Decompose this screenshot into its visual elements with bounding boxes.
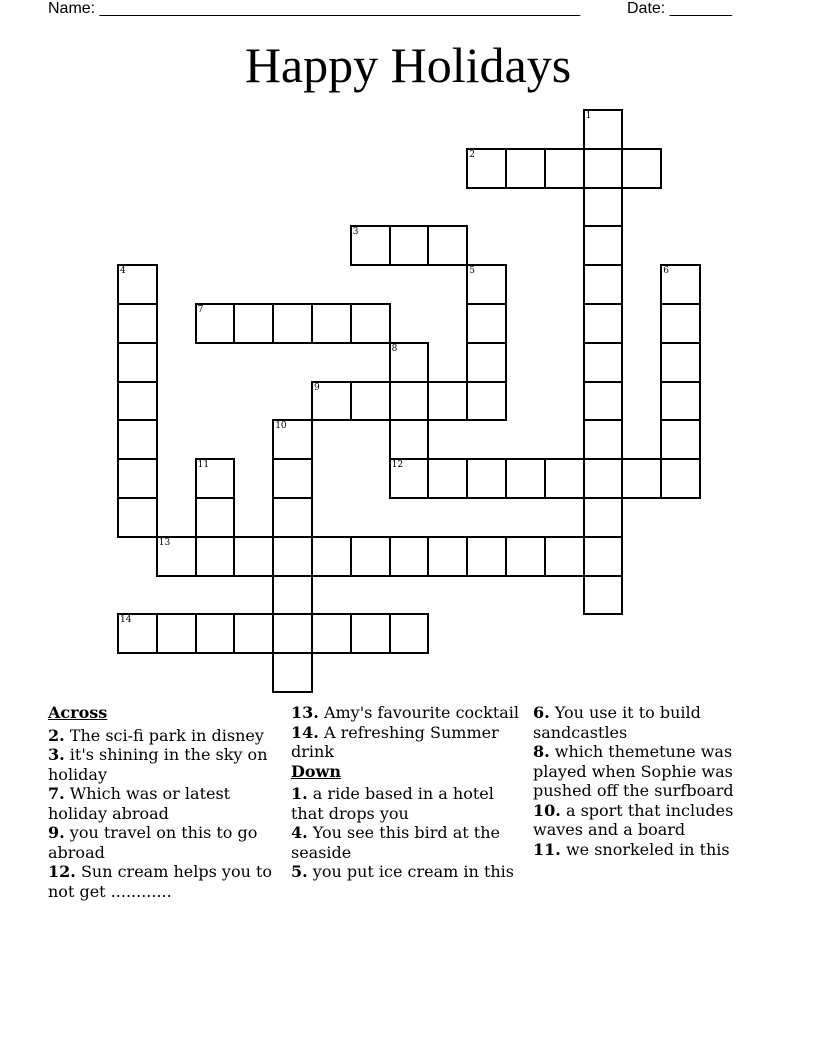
clue-number: 5. [291, 862, 308, 881]
crossword-cell[interactable] [117, 497, 158, 538]
crossword-cell[interactable] [272, 652, 313, 693]
crossword-cell[interactable] [466, 148, 507, 189]
crossword-cell[interactable] [117, 303, 158, 344]
clue-across-3 [48, 745, 280, 784]
crossword-cell[interactable] [272, 303, 313, 344]
crossword-cell[interactable] [272, 575, 313, 616]
crossword-cell[interactable] [544, 148, 585, 189]
clue-down-4 [291, 823, 523, 862]
clue-text: it's shining in the sky on holiday [48, 745, 268, 784]
crossword-cell[interactable] [583, 536, 624, 577]
crossword-cell[interactable] [466, 536, 507, 577]
crossword-cell[interactable] [117, 613, 158, 654]
clue-down-5 [291, 862, 523, 882]
crossword-cell[interactable] [660, 303, 701, 344]
crossword-cell[interactable] [389, 342, 430, 383]
crossword-cell[interactable] [350, 225, 391, 266]
crossword-cell[interactable] [583, 264, 624, 305]
crossword-cell[interactable] [311, 381, 352, 422]
across-heading: Across [48, 703, 108, 722]
clue-text: The sci-fi park in disney [69, 725, 264, 745]
clue-number: 7. [48, 784, 65, 803]
clue-text: we snorkeled in this [565, 839, 730, 859]
cell-number: 7 [197, 305, 204, 315]
clue-text: A refreshing Summer drink [291, 722, 499, 761]
clue-number: 9. [48, 823, 65, 842]
crossword-cell[interactable] [350, 613, 391, 654]
clue-number: 13. [291, 703, 319, 722]
clue-number: 14. [291, 722, 319, 742]
crossword-cell[interactable] [544, 536, 585, 577]
crossword-cell[interactable] [505, 536, 546, 577]
cell-number: 4 [120, 266, 126, 277]
crossword-cell[interactable] [544, 458, 585, 499]
cell-number: 12 [391, 460, 404, 471]
crossword-cell[interactable] [156, 613, 197, 654]
crossword-cell[interactable] [427, 458, 468, 499]
crossword-cell[interactable] [272, 419, 313, 460]
clue-number: 11. [533, 839, 561, 859]
crossword-cell[interactable] [583, 225, 624, 266]
crossword-cell[interactable] [583, 109, 624, 150]
clue-number: 10. [533, 800, 561, 820]
crossword-cell[interactable] [311, 536, 352, 577]
crossword-cell[interactable] [389, 381, 430, 422]
crossword-cell[interactable] [272, 613, 313, 654]
crossword-cell[interactable] [583, 497, 624, 538]
clue-down-10 [533, 801, 765, 840]
crossword-cell[interactable] [660, 458, 701, 499]
crossword-cell[interactable] [272, 536, 313, 577]
clue-number: 2. [48, 725, 65, 745]
clue-text: You use it to build sandcastles [533, 703, 701, 742]
clue-across-9 [48, 823, 280, 862]
crossword-cell[interactable] [195, 536, 236, 577]
crossword-cell[interactable] [389, 225, 430, 266]
cell-number: 5 [469, 266, 475, 277]
clue-number: 3. [48, 745, 65, 764]
cell-number: 9 [314, 382, 320, 393]
clues-column-3 [533, 703, 765, 859]
crossword-cell[interactable] [427, 381, 468, 422]
crossword-cell[interactable] [660, 342, 701, 383]
crossword-cell[interactable] [583, 342, 624, 383]
crossword-cell[interactable] [621, 148, 662, 189]
clue-text: you travel on this to go abroad [48, 823, 258, 862]
clue-number: 12. [48, 862, 76, 881]
crossword-cell[interactable] [117, 381, 158, 422]
crossword-cell[interactable] [466, 264, 507, 305]
clue-text: a ride based in a hotel that drops you [291, 784, 494, 823]
clue-down-6 [533, 703, 765, 742]
crossword-cell[interactable] [389, 613, 430, 654]
crossword-cell[interactable] [583, 458, 624, 499]
crossword-cell[interactable] [117, 342, 158, 383]
crossword-cell[interactable] [505, 458, 546, 499]
crossword-cell[interactable] [583, 303, 624, 344]
cell-number: 8 [391, 343, 398, 354]
clue-across-12 [48, 862, 280, 901]
clue-text: which themetune was played when Sophie was pushed off the surfboard [533, 742, 734, 800]
cell-number: 11 [197, 460, 210, 471]
crossword-cell[interactable] [660, 381, 701, 422]
crossword-cell[interactable] [466, 303, 507, 344]
clue-down-1 [291, 784, 523, 823]
page-title: Happy Holidays [244, 37, 572, 93]
clue-down-8 [533, 742, 765, 801]
clues-column-2 [291, 703, 523, 882]
crossword-cell[interactable] [621, 458, 662, 499]
clue-across-13 [291, 703, 523, 723]
crossword-cell[interactable] [583, 381, 624, 422]
cell-number: 10 [275, 421, 287, 432]
clue-text: you put ice cream in this [312, 862, 514, 881]
crossword-cell[interactable] [156, 536, 197, 577]
crossword-cell[interactable] [583, 575, 624, 616]
clue-text: Amy's favourite cocktail [323, 703, 520, 722]
clue-across-2 [48, 726, 280, 746]
cell-number: 13 [158, 537, 171, 548]
clue-text: Sun cream helps you to not get ............ [48, 862, 273, 901]
crossword-cell[interactable] [583, 419, 624, 460]
clue-across-14 [291, 723, 523, 762]
crossword-cell[interactable] [195, 303, 236, 344]
crossword-cell[interactable] [350, 536, 391, 577]
crossword-cell[interactable] [233, 613, 274, 654]
cell-number: 6 [663, 266, 669, 277]
crossword-cell[interactable] [350, 303, 391, 344]
crossword-cell[interactable] [272, 458, 313, 499]
clue-number: 8. [533, 742, 550, 761]
crossword-cell[interactable] [583, 148, 624, 189]
crossword-cell[interactable] [117, 264, 158, 305]
cell-number: 2 [469, 149, 475, 160]
clue-text: a sport that includes waves and a board [533, 800, 734, 839]
crossword-cell[interactable] [466, 381, 507, 422]
crossword-cell[interactable] [427, 536, 468, 577]
cell-number: 1 [585, 111, 592, 121]
clue-across-7 [48, 784, 280, 823]
crossword-cell[interactable] [583, 187, 624, 228]
down-heading: Down [291, 761, 341, 781]
clue-number: 4. [291, 823, 308, 842]
crossword-cell[interactable] [466, 458, 507, 499]
crossword-cell[interactable] [660, 419, 701, 460]
cell-number: 14 [120, 615, 132, 626]
crossword-cell[interactable] [195, 458, 236, 499]
crossword-cell[interactable] [311, 613, 352, 654]
crossword-cell[interactable] [233, 303, 274, 344]
crossword-cell[interactable] [389, 536, 430, 577]
crossword-cell[interactable] [466, 342, 507, 383]
crossword-cell[interactable] [117, 419, 158, 460]
cell-number: 3 [352, 227, 359, 238]
clue-number: 1. [291, 784, 308, 803]
crossword-cell[interactable] [389, 419, 430, 460]
name-field[interactable]: Name: ______________________________________________________ [48, 0, 581, 17]
clue-text: Which was or latest holiday abroad [48, 784, 231, 823]
clue-number: 6. [533, 703, 550, 722]
clue-text: You see this bird at the seaside [291, 823, 500, 862]
crossword-cell[interactable] [311, 303, 352, 344]
crossword-cell[interactable] [389, 458, 430, 499]
clues-column-1 [48, 703, 280, 901]
date-field[interactable]: Date: _______ [627, 0, 732, 17]
crossword-cell[interactable] [427, 225, 468, 266]
crossword-cell[interactable] [660, 264, 701, 305]
crossword-cell[interactable] [233, 536, 274, 577]
clue-down-11 [533, 840, 765, 860]
crossword-cell[interactable] [505, 148, 546, 189]
crossword-cell[interactable] [195, 613, 236, 654]
crossword-cell[interactable] [272, 497, 313, 538]
crossword-cell[interactable] [350, 381, 391, 422]
crossword-cell[interactable] [117, 458, 158, 499]
crossword-cell[interactable] [195, 497, 236, 538]
